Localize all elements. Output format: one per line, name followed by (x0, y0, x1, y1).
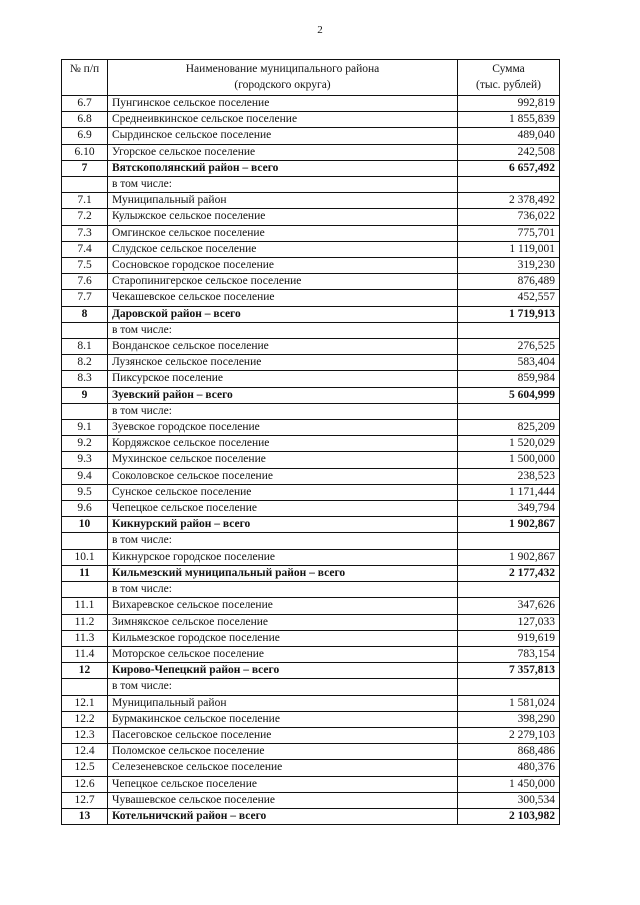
district-total-row (62, 387, 560, 403)
row-number (62, 177, 108, 193)
row-name: Сырдинское сельское поселение (108, 128, 458, 144)
table-row (62, 193, 560, 209)
district-total-row (62, 565, 560, 581)
table-row (62, 484, 560, 500)
row-name: Чекашевское сельское поселение (108, 290, 458, 306)
header-sum-line1: Сумма (492, 63, 525, 75)
row-name: Сунское сельское поселение (108, 484, 458, 500)
row-number: 12.5 (62, 760, 108, 776)
row-sum: 480,376 (458, 760, 560, 776)
row-sum: 6 657,492 (458, 160, 560, 176)
row-name: Сосновское городское поселение (108, 258, 458, 274)
row-sum: 859,984 (458, 371, 560, 387)
row-number: 12.7 (62, 792, 108, 808)
budget-table (61, 59, 560, 825)
row-name: Вонданское сельское поселение (108, 339, 458, 355)
row-sum: 127,033 (458, 614, 560, 630)
row-name: Кикнурский район – всего (108, 517, 458, 533)
row-name: Кильмезский муниципальный район – всего (108, 565, 458, 581)
row-sum: 7 357,813 (458, 663, 560, 679)
row-name: Муниципальный район (108, 695, 458, 711)
row-number: 7.7 (62, 290, 108, 306)
table-row (62, 436, 560, 452)
table-row (62, 339, 560, 355)
row-number (62, 582, 108, 598)
district-total-row (62, 160, 560, 176)
row-number: 9.3 (62, 452, 108, 468)
table-header (62, 60, 560, 96)
row-name: Старопинигерское сельское поселение (108, 274, 458, 290)
row-name: Зимнякское сельское поселение (108, 614, 458, 630)
table-row (62, 501, 560, 517)
row-name: Среднеивкинское сельское поселение (108, 112, 458, 128)
row-name: Омгинское сельское поселение (108, 225, 458, 241)
table-row (62, 128, 560, 144)
table-row (62, 355, 560, 371)
row-number: 11.1 (62, 598, 108, 614)
row-number: 12.1 (62, 695, 108, 711)
table-row (62, 727, 560, 743)
table-row (62, 582, 560, 598)
row-sum: 876,489 (458, 274, 560, 290)
row-name: Зуевский район – всего (108, 387, 458, 403)
row-name: Лузянское сельское поселение (108, 355, 458, 371)
row-sum: 2 279,103 (458, 727, 560, 743)
row-sum: 319,230 (458, 258, 560, 274)
row-name: Моторское сельское поселение (108, 646, 458, 662)
row-sum: 398,290 (458, 711, 560, 727)
row-sum: 1 902,867 (458, 517, 560, 533)
district-total-row (62, 517, 560, 533)
page-number: 2 (317, 24, 323, 36)
row-sum: 1 719,913 (458, 306, 560, 322)
row-number: 9.1 (62, 420, 108, 436)
row-number (62, 403, 108, 419)
row-sum: 736,022 (458, 209, 560, 225)
row-sum (458, 679, 560, 695)
table-row (62, 695, 560, 711)
row-sum: 349,794 (458, 501, 560, 517)
row-name: Пиксурское поселение (108, 371, 458, 387)
table-row (62, 420, 560, 436)
row-number: 7.5 (62, 258, 108, 274)
row-name: Селезеневское сельское поселение (108, 760, 458, 776)
row-number: 12 (62, 663, 108, 679)
row-name: Даровской район – всего (108, 306, 458, 322)
row-number: 11 (62, 565, 108, 581)
table-row (62, 96, 560, 112)
district-total-row (62, 306, 560, 322)
row-sum: 2 103,982 (458, 808, 560, 824)
row-sum: 783,154 (458, 646, 560, 662)
row-name: в том числе: (108, 177, 458, 193)
row-number: 12.4 (62, 744, 108, 760)
table-body (62, 96, 560, 825)
row-number: 7.6 (62, 274, 108, 290)
table-row (62, 711, 560, 727)
table-row (62, 533, 560, 549)
row-sum: 825,209 (458, 420, 560, 436)
row-number: 11.3 (62, 630, 108, 646)
table-row (62, 112, 560, 128)
row-sum: 1 855,839 (458, 112, 560, 128)
header-row (62, 60, 560, 96)
row-number: 7.2 (62, 209, 108, 225)
row-name: Вихаревское сельское поселение (108, 598, 458, 614)
row-sum: 1 171,444 (458, 484, 560, 500)
row-name: Угорское сельское поселение (108, 144, 458, 160)
table-row (62, 144, 560, 160)
row-number: 8.1 (62, 339, 108, 355)
row-name: Кулыжское сельское поселение (108, 209, 458, 225)
row-number: 7.1 (62, 193, 108, 209)
row-number: 10.1 (62, 549, 108, 565)
row-name: в том числе: (108, 533, 458, 549)
header-sum-line2: (тыс. рублей) (475, 78, 542, 91)
table-row (62, 744, 560, 760)
table-row (62, 371, 560, 387)
row-name: Кикнурское городское поселение (108, 549, 458, 565)
row-sum: 238,523 (458, 468, 560, 484)
table-row (62, 241, 560, 257)
table-row (62, 792, 560, 808)
row-sum: 489,040 (458, 128, 560, 144)
district-total-row (62, 663, 560, 679)
table-row (62, 258, 560, 274)
header-name-line2: (городского округа) (234, 78, 331, 91)
row-sum: 5 604,999 (458, 387, 560, 403)
table-row (62, 646, 560, 662)
row-name: Кильмезское городское поселение (108, 630, 458, 646)
row-name: Слудское сельское поселение (108, 241, 458, 257)
row-name: в том числе: (108, 582, 458, 598)
table-row (62, 614, 560, 630)
row-sum: 2 378,492 (458, 193, 560, 209)
table-row (62, 776, 560, 792)
table-row (62, 598, 560, 614)
row-sum: 1 902,867 (458, 549, 560, 565)
header-num (62, 60, 108, 96)
row-number: 11.2 (62, 614, 108, 630)
table-row (62, 290, 560, 306)
row-number: 12.6 (62, 776, 108, 792)
header-num-label: № п/п (69, 63, 100, 75)
table-row (62, 468, 560, 484)
row-name: Чепецкое сельское поселение (108, 776, 458, 792)
row-sum: 276,525 (458, 339, 560, 355)
table-row (62, 760, 560, 776)
row-sum: 1 119,001 (458, 241, 560, 257)
row-name: Кордяжское сельское поселение (108, 436, 458, 452)
row-number: 6.10 (62, 144, 108, 160)
row-number: 8.3 (62, 371, 108, 387)
row-number: 9.4 (62, 468, 108, 484)
row-sum (458, 177, 560, 193)
row-name: Чепецкое сельское поселение (108, 501, 458, 517)
row-number: 9.2 (62, 436, 108, 452)
header-sum (458, 60, 560, 96)
row-sum: 1 450,000 (458, 776, 560, 792)
row-sum: 1 520,029 (458, 436, 560, 452)
row-number: 11.4 (62, 646, 108, 662)
table-row (62, 549, 560, 565)
table-row (62, 403, 560, 419)
row-sum: 2 177,432 (458, 565, 560, 581)
row-sum: 300,534 (458, 792, 560, 808)
row-number: 7 (62, 160, 108, 176)
row-name: Котельничский район – всего (108, 808, 458, 824)
row-name: Бурмакинское сельское поселение (108, 711, 458, 727)
row-name: в том числе: (108, 679, 458, 695)
row-name: Пунгинское сельское поселение (108, 96, 458, 112)
row-sum (458, 403, 560, 419)
row-sum (458, 533, 560, 549)
row-name: Поломское сельское поселение (108, 744, 458, 760)
row-number (62, 533, 108, 549)
row-sum: 242,508 (458, 144, 560, 160)
row-number: 7.3 (62, 225, 108, 241)
row-name: Чувашевское сельское поселение (108, 792, 458, 808)
row-name: Мухинское сельское поселение (108, 452, 458, 468)
row-number: 12.2 (62, 711, 108, 727)
row-sum: 452,557 (458, 290, 560, 306)
row-sum (458, 322, 560, 338)
row-sum: 1 500,000 (458, 452, 560, 468)
row-name: Соколовское сельское поселение (108, 468, 458, 484)
row-number: 12.3 (62, 727, 108, 743)
row-sum: 992,819 (458, 96, 560, 112)
row-sum: 868,486 (458, 744, 560, 760)
row-sum: 775,701 (458, 225, 560, 241)
row-number: 9 (62, 387, 108, 403)
row-number (62, 322, 108, 338)
table-row (62, 322, 560, 338)
row-name: Вятскополянский район – всего (108, 160, 458, 176)
row-number: 8 (62, 306, 108, 322)
row-name: Муниципальный район (108, 193, 458, 209)
table-row (62, 225, 560, 241)
table-row (62, 209, 560, 225)
row-number: 7.4 (62, 241, 108, 257)
row-sum: 919,619 (458, 630, 560, 646)
row-name: Зуевское городское поселение (108, 420, 458, 436)
row-number: 10 (62, 517, 108, 533)
row-name: Пасеговское сельское поселение (108, 727, 458, 743)
table-row (62, 679, 560, 695)
header-name (108, 60, 458, 96)
row-number: 13 (62, 808, 108, 824)
row-number: 9.6 (62, 501, 108, 517)
row-sum: 583,404 (458, 355, 560, 371)
table-row (62, 452, 560, 468)
row-number: 6.9 (62, 128, 108, 144)
table-row (62, 630, 560, 646)
row-number: 6.8 (62, 112, 108, 128)
header-name-line1: Наименование муниципального района (185, 63, 380, 75)
row-sum: 347,626 (458, 598, 560, 614)
row-sum (458, 582, 560, 598)
row-sum: 1 581,024 (458, 695, 560, 711)
district-total-row (62, 808, 560, 824)
row-name: в том числе: (108, 322, 458, 338)
row-number (62, 679, 108, 695)
row-name: Кирово-Чепецкий район – всего (108, 663, 458, 679)
row-number: 8.2 (62, 355, 108, 371)
table-row (62, 274, 560, 290)
table-row (62, 177, 560, 193)
row-name: в том числе: (108, 403, 458, 419)
row-number: 9.5 (62, 484, 108, 500)
row-number: 6.7 (62, 96, 108, 112)
